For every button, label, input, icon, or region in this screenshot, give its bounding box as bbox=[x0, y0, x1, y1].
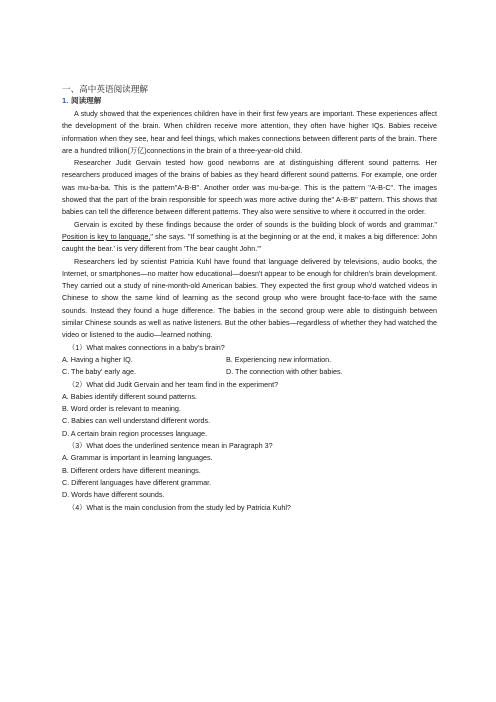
question-3-option-a: A. Grammar is important in learning languages. bbox=[62, 453, 213, 463]
question-1-option-b: B. Experiencing new information. bbox=[226, 354, 332, 364]
question-2-option-c: C. Babies can well understand different words. bbox=[62, 416, 211, 426]
question-group-number: 1. bbox=[62, 96, 69, 105]
question-3-option-b: B. Different orders have different meanings. bbox=[62, 465, 201, 475]
underlined-sentence: Position is key to language, bbox=[62, 231, 151, 241]
question-3-stem: （3）What does the underlined sentence mean in Paragraph 3? bbox=[68, 441, 273, 451]
question-2-stem: （2）What did Judit Gervain and her team find in the experiment? bbox=[68, 379, 279, 389]
document-content bbox=[62, 83, 437, 514]
section-title: 一、高中英语阅读理解 bbox=[62, 84, 148, 94]
question-1-options-row-1 bbox=[62, 354, 437, 366]
question-3-option-c: C. Different languages have different grammar. bbox=[62, 477, 212, 487]
question-group-heading bbox=[62, 95, 437, 107]
question-1-options-row-2 bbox=[62, 366, 437, 378]
question-group-label: 阅读理解 bbox=[71, 96, 102, 105]
question-4-stem: （4）What is the main conclusion from the study led by Patricia Kuhl? bbox=[68, 502, 291, 512]
question-1-option-c: C. The baby' early age. bbox=[62, 367, 136, 377]
passage-paragraph-4: Researchers led by scientist Patricia Kuhl have found that language delivered by televisions, audio books, the Internet, or smartphones—no matter how educational—doesn't appear to be enough for children's brain development. They carried out a study of nine-month-old American babies. They expected the first group who'd watched videos in Chinese to show the same kind of learning as the second group who were brought face-to-face with the same sounds. Instead they found a huge difference. The babies in the second group were able to distinguish between similar Chinese sounds as well as native listeners. But the other babies—regardless of whether they had watched the video or listened to the audio—learned nothing. bbox=[62, 256, 437, 340]
paragraph-3-text-end: " she says. "If something is at the beginning or at the end, it makes a big difference: John caught the bear.' is very different from 'The bear caught John.'" bbox=[62, 231, 437, 254]
paragraph-3-text-start: Gervain is excited by these findings because the order of sounds is the building block of words and grammar." bbox=[74, 219, 437, 229]
question-2-option-d: D. A certain brain region processes language. bbox=[62, 428, 208, 438]
passage-paragraph-1: A study showed that the experiences children have in their first few years are important. These experiences affect the development of the brain. When children receive more attention, they often have higher IQs. Babies receive information when they see, hear and feel things, which makes connections between different parts of the brain. There are a hundred trillion(万亿)connections in the brain of a three-year-old child. bbox=[62, 109, 437, 155]
question-1-stem: （1）What makes connections in a baby's brain? bbox=[68, 342, 225, 352]
question-1-option-a: A. Having a higher IQ. bbox=[62, 354, 133, 364]
question-2-option-b: B. Word order is relevant to meaning. bbox=[62, 404, 181, 414]
question-2-option-a: A. Babies identify different sound patterns. bbox=[62, 391, 197, 401]
question-3-option-d: D. Words have different sounds. bbox=[62, 490, 165, 500]
passage-paragraph-2: Researcher Judit Gervain tested how good newborns are at distinguishing different sound patterns. Her researchers produced images of the brains of babies as they heard different sound patterns. For example, one order was mu-ba-ba. This is the pattern"A-B-B". Another order was mu-ba-ge. This is the pattern "A-B-C". The images showed that the part of the brain responsible for speech was more active during the" A-B-B" pattern. This shows that babies can tell the difference between different patterns. They also were sensitive to where it occurred in the order. bbox=[62, 158, 437, 217]
question-1-option-d: D. The connection with other babies. bbox=[226, 367, 343, 377]
passage-paragraph-3 bbox=[62, 219, 437, 256]
